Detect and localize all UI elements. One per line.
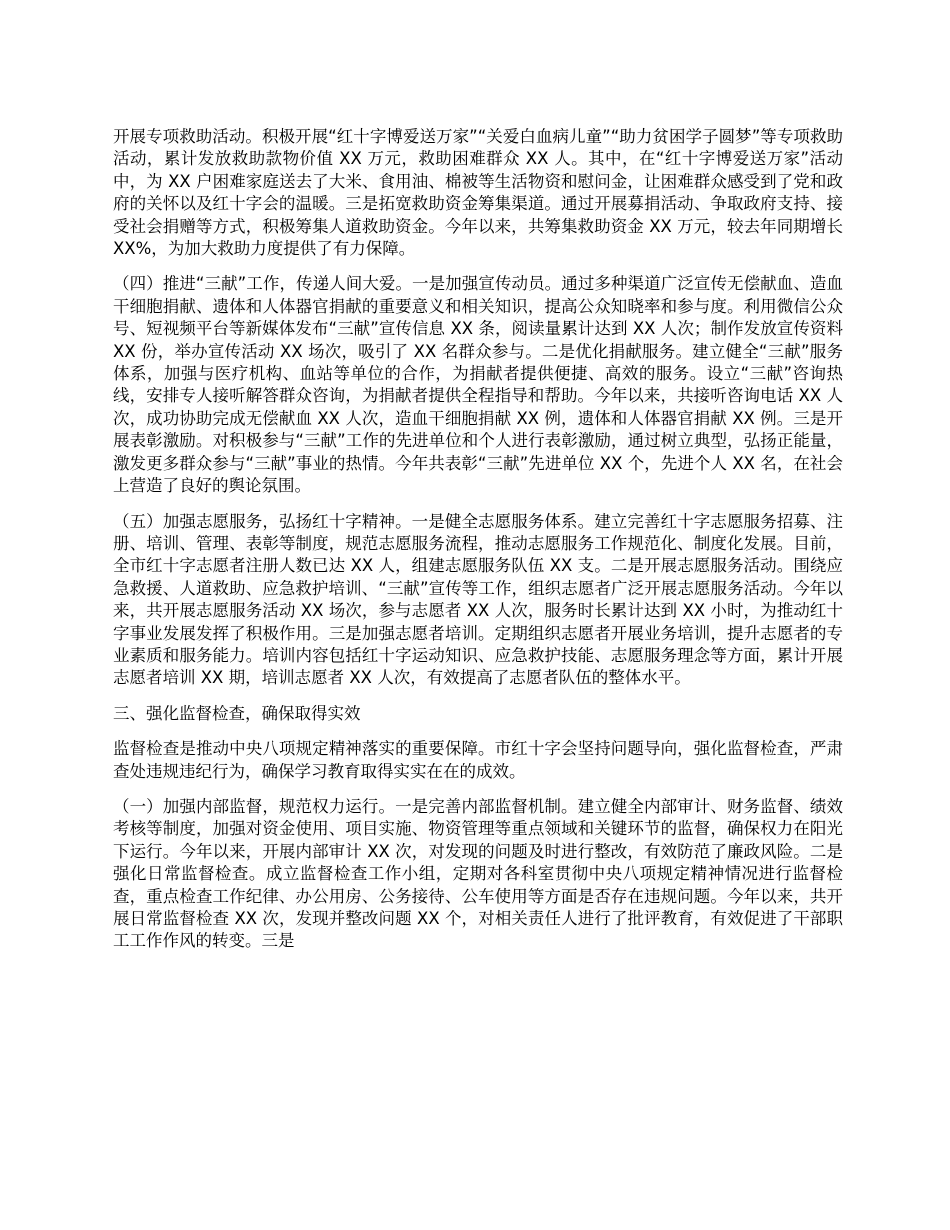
document-page (113, 126, 843, 966)
paragraph-three-donations: （四）推进“三献”工作，传递人间大爱。一是加强宣传动员。通过多种渠道广泛宣传无偿献血、造血干细胞捐献、遗体和人体器官捐献的重要意义和相关知识，提高公众知晓率和参与度。利用微信公众号、短视频平台等新媒体发布“三献”宣传信息 XX 条，阅读量累计达到 XX 人次；制作发放宣传资料 XX 份，举办宣传活动 XX 场次，吸引了 XX 名群众参与。二是优化捐献服务。建立健全“三献”服务体系，加强与医疗机构、血站等单位的合作，为捐献者提供便捷、高效的服务。设立“三献”咨询热线，安排专人接听解答群众咨询，为捐献者提供全程指导和帮助。今年以来，共接听咨询电话 XX 人次，成功协助完成无偿献血 XX 人次，造血干细胞捐献 XX 例，遗体和人体器官捐献 XX 例。三是开展表彰激励。对积极参与“三献”工作的先进单位和个人进行表彰激励，通过树立典型，弘扬正能量，激发更多群众参与“三献”事业的热情。今年共表彰“三献”先进单位 XX 个，先进个人 XX 名，在社会上营造了良好的舆论氛围。 (113, 274, 843, 496)
section-heading-supervision: 三、强化监督检查，确保取得实效 (113, 703, 361, 723)
paragraph-supervision-intro: 监督检查是推动中央八项规定精神落实的重要保障。市红十字会坚持问题导向，强化监督检查，严肃查处违规违纪行为，确保学习教育取得实实在在的成效。 (113, 739, 843, 781)
paragraph-volunteer-service: （五）加强志愿服务，弘扬红十字精神。一是健全志愿服务体系。建立完善红十字志愿服务招募、注册、培训、管理、表彰等制度，规范志愿服务流程，推动志愿服务工作规范化、制度化发展。目前，全市红十字志愿者注册人数已达 XX 人，组建志愿服务队伍 XX 支。二是开展志愿服务活动。围绕应急救援、人道救助、应急救护培训、“三献”宣传等工作，组织志愿者广泛开展志愿服务活动。今年以来，共开展志愿服务活动 XX 场次，参与志愿者 XX 人次，服务时长累计达到 XX 小时，为推动红十字事业发展发挥了积极作用。三是加强志愿者培训。定期组织志愿者开展业务培训，提升志愿者的专业素质和服务能力。培训内容包括红十字运动知识、应急救护技能、志愿服务理念等方面，累计开展志愿者培训 XX 期，培训志愿者 XX 人次，有效提高了志愿者队伍的整体水平。 (113, 511, 843, 688)
paragraph-internal-supervision: （一）加强内部监督，规范权力运行。一是完善内部监督机制。建立健全内部审计、财务监督、绩效考核等制度，加强对资金使用、项目实施、物资管理等重点领域和关键环节的监督，确保权力在阳光下运行。今年以来，开展内部审计 XX 次，对发现的问题及时进行整改，有效防范了廉政风险。二是强化日常监督检查。成立监督检查工作小组，定期对各科室贯彻中央八项规定精神情况进行监督检查，重点检查工作纪律、办公用房、公务接待、公车使用等方面是否存在违规问题。今年以来，共开展日常监督检查 XX 次，发现并整改问题 XX 个，对相关责任人进行了批评教育，有效促进了干部职工工作作风的转变。三是 (113, 796, 843, 951)
paragraph-relief-activities: 开展专项救助活动。积极开展“红十字博爱送万家”“关爱白血病儿童”“助力贫困学子圆梦”等专项救助活动，累计发放救助款物价值 XX 万元，救助困难群众 XX 人。其中，在“红十字博爱送万家”活动中，为 XX 户困难家庭送去了大米、食用油、棉被等生活物资和慰问金，让困难群众感受到了党和政府的关怀以及红十字会的温暖。三是拓宽救助资金筹集渠道。通过开展募捐活动、争取政府支持、接受社会捐赠等方式，积极筹集人道救助资金。今年以来，共筹集救助资金 XX 万元，较去年同期增长 XX%，为加大救助力度提供了有力保障。 (113, 127, 843, 259)
